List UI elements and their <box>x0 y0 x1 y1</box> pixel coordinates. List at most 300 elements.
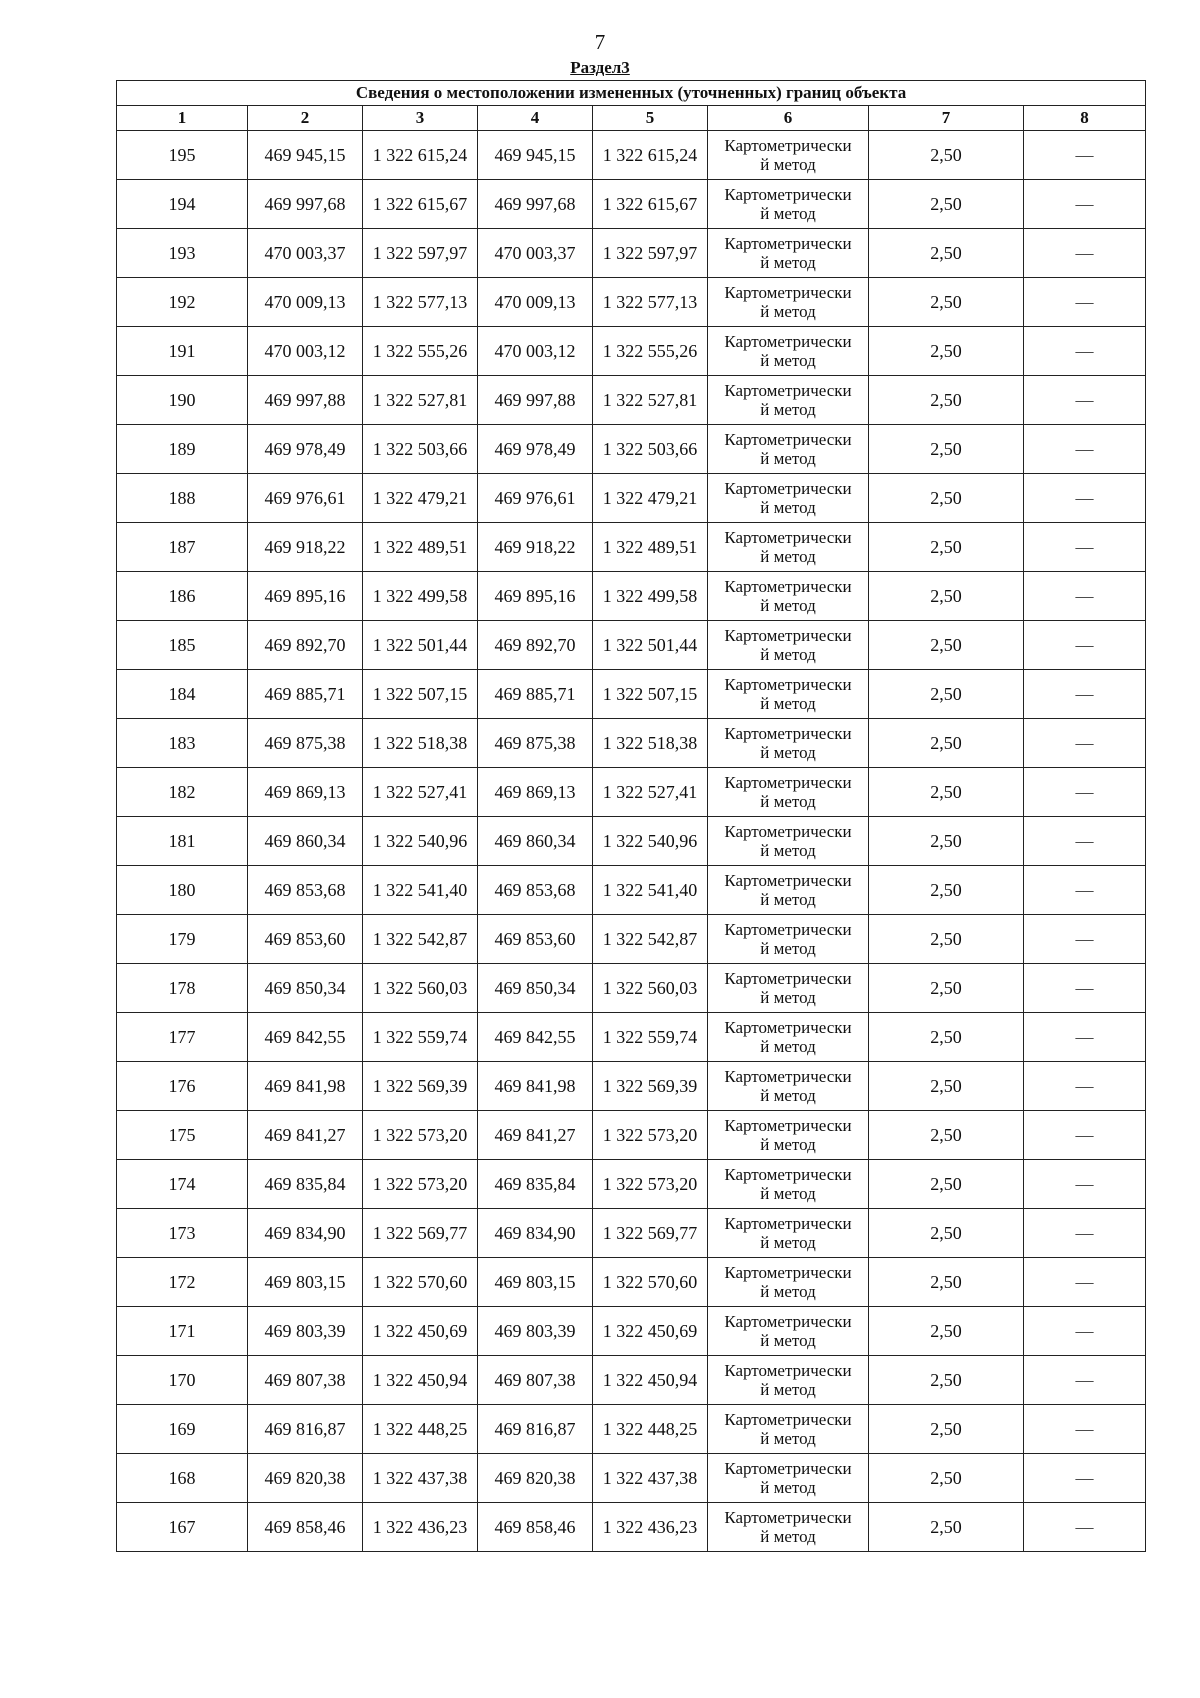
method-line: й метод <box>760 253 816 272</box>
method-line: й метод <box>760 596 816 615</box>
x-refined-cell: 469 945,15 <box>478 131 593 180</box>
table-row <box>117 719 1146 768</box>
x-existing-cell: 469 885,71 <box>248 670 363 719</box>
note-cell: — <box>1024 768 1146 817</box>
x-refined-cell: 469 997,88 <box>478 376 593 425</box>
column-number-row <box>117 106 1146 131</box>
method-line: Картометрически <box>724 969 852 988</box>
y-existing-cell: 1 322 542,87 <box>363 915 478 964</box>
point-number-cell: 173 <box>117 1209 248 1258</box>
y-existing-cell: 1 322 499,58 <box>363 572 478 621</box>
method-cell <box>708 915 869 964</box>
note-cell: — <box>1024 180 1146 229</box>
note-cell: — <box>1024 1062 1146 1111</box>
y-existing-cell: 1 322 573,20 <box>363 1111 478 1160</box>
y-existing-cell: 1 322 518,38 <box>363 719 478 768</box>
method-line: й метод <box>760 988 816 1007</box>
point-number-cell: 178 <box>117 964 248 1013</box>
y-existing-cell: 1 322 615,24 <box>363 131 478 180</box>
y-existing-cell: 1 322 569,77 <box>363 1209 478 1258</box>
method-line: Картометрически <box>724 1459 852 1478</box>
method-cell <box>708 327 869 376</box>
method-line: Картометрически <box>724 1214 852 1233</box>
x-existing-cell: 469 892,70 <box>248 621 363 670</box>
y-existing-cell: 1 322 597,97 <box>363 229 478 278</box>
y-existing-cell: 1 322 560,03 <box>363 964 478 1013</box>
x-existing-cell: 470 003,12 <box>248 327 363 376</box>
x-existing-cell: 469 895,16 <box>248 572 363 621</box>
method-cell <box>708 278 869 327</box>
method-line: й метод <box>760 1233 816 1252</box>
method-line: Картометрически <box>724 1165 852 1184</box>
note-cell: — <box>1024 621 1146 670</box>
x-existing-cell: 469 976,61 <box>248 474 363 523</box>
y-existing-cell: 1 322 615,67 <box>363 180 478 229</box>
y-refined-cell: 1 322 569,77 <box>593 1209 708 1258</box>
x-refined-cell: 469 834,90 <box>478 1209 593 1258</box>
x-existing-cell: 469 803,39 <box>248 1307 363 1356</box>
method-line: Картометрически <box>724 1361 852 1380</box>
y-refined-cell: 1 322 489,51 <box>593 523 708 572</box>
y-existing-cell: 1 322 450,94 <box>363 1356 478 1405</box>
y-existing-cell: 1 322 570,60 <box>363 1258 478 1307</box>
x-refined-cell: 469 869,13 <box>478 768 593 817</box>
table-row <box>117 1209 1146 1258</box>
x-refined-cell: 469 978,49 <box>478 425 593 474</box>
y-existing-cell: 1 322 555,26 <box>363 327 478 376</box>
x-refined-cell: 469 841,27 <box>478 1111 593 1160</box>
table-row <box>117 1405 1146 1454</box>
y-existing-cell: 1 322 489,51 <box>363 523 478 572</box>
accuracy-cell: 2,50 <box>869 376 1024 425</box>
x-refined-cell: 469 976,61 <box>478 474 593 523</box>
point-number-cell: 174 <box>117 1160 248 1209</box>
method-line: Картометрически <box>724 871 852 890</box>
method-cell <box>708 1013 869 1062</box>
method-line: Картометрически <box>724 479 852 498</box>
x-refined-cell: 470 003,37 <box>478 229 593 278</box>
y-refined-cell: 1 322 569,39 <box>593 1062 708 1111</box>
y-refined-cell: 1 322 560,03 <box>593 964 708 1013</box>
method-cell <box>708 131 869 180</box>
x-existing-cell: 469 853,60 <box>248 915 363 964</box>
table-row <box>117 915 1146 964</box>
table-caption: Сведения о местоположении измененных (уточненных) границ объекта <box>117 81 1146 106</box>
note-cell: — <box>1024 670 1146 719</box>
point-number-cell: 192 <box>117 278 248 327</box>
accuracy-cell: 2,50 <box>869 1405 1024 1454</box>
table-row <box>117 1111 1146 1160</box>
method-line: Картометрически <box>724 1263 852 1282</box>
accuracy-cell: 2,50 <box>869 1209 1024 1258</box>
y-refined-cell: 1 322 555,26 <box>593 327 708 376</box>
x-existing-cell: 469 978,49 <box>248 425 363 474</box>
point-number-cell: 183 <box>117 719 248 768</box>
note-cell: — <box>1024 131 1146 180</box>
x-refined-cell: 470 009,13 <box>478 278 593 327</box>
point-number-cell: 177 <box>117 1013 248 1062</box>
y-refined-cell: 1 322 597,97 <box>593 229 708 278</box>
y-refined-cell: 1 322 450,94 <box>593 1356 708 1405</box>
point-number-cell: 170 <box>117 1356 248 1405</box>
x-existing-cell: 469 853,68 <box>248 866 363 915</box>
method-line: Картометрически <box>724 773 852 792</box>
accuracy-cell: 2,50 <box>869 1454 1024 1503</box>
table-body <box>117 131 1146 1552</box>
x-refined-cell: 469 803,15 <box>478 1258 593 1307</box>
accuracy-cell: 2,50 <box>869 719 1024 768</box>
y-refined-cell: 1 322 527,81 <box>593 376 708 425</box>
table-row <box>117 474 1146 523</box>
y-refined-cell: 1 322 570,60 <box>593 1258 708 1307</box>
coordinates-table <box>116 80 1146 1552</box>
y-refined-cell: 1 322 542,87 <box>593 915 708 964</box>
x-refined-cell: 469 835,84 <box>478 1160 593 1209</box>
table-row <box>117 278 1146 327</box>
method-line: Картометрически <box>724 234 852 253</box>
y-refined-cell: 1 322 450,69 <box>593 1307 708 1356</box>
note-cell: — <box>1024 1111 1146 1160</box>
method-cell <box>708 719 869 768</box>
table-row <box>117 1258 1146 1307</box>
method-line: Картометрически <box>724 528 852 547</box>
y-refined-cell: 1 322 437,38 <box>593 1454 708 1503</box>
point-number-cell: 175 <box>117 1111 248 1160</box>
y-refined-cell: 1 322 479,21 <box>593 474 708 523</box>
accuracy-cell: 2,50 <box>869 425 1024 474</box>
y-existing-cell: 1 322 479,21 <box>363 474 478 523</box>
y-existing-cell: 1 322 503,66 <box>363 425 478 474</box>
method-line: Картометрически <box>724 185 852 204</box>
table-row <box>117 131 1146 180</box>
point-number-cell: 194 <box>117 180 248 229</box>
y-existing-cell: 1 322 577,13 <box>363 278 478 327</box>
x-existing-cell: 469 834,90 <box>248 1209 363 1258</box>
accuracy-cell: 2,50 <box>869 229 1024 278</box>
method-line: Картометрически <box>724 675 852 694</box>
point-number-cell: 180 <box>117 866 248 915</box>
x-refined-cell: 469 816,87 <box>478 1405 593 1454</box>
method-line: й метод <box>760 1037 816 1056</box>
page-number: 7 <box>594 30 606 54</box>
table-row <box>117 1454 1146 1503</box>
x-existing-cell: 469 841,27 <box>248 1111 363 1160</box>
method-line: Картометрически <box>724 332 852 351</box>
method-line: й метод <box>760 743 816 762</box>
accuracy-cell: 2,50 <box>869 1062 1024 1111</box>
method-cell <box>708 1111 869 1160</box>
note-cell: — <box>1024 964 1146 1013</box>
y-existing-cell: 1 322 507,15 <box>363 670 478 719</box>
y-existing-cell: 1 322 501,44 <box>363 621 478 670</box>
table-row <box>117 1356 1146 1405</box>
method-line: й метод <box>760 1380 816 1399</box>
note-cell: — <box>1024 229 1146 278</box>
method-line: Картометрически <box>724 1116 852 1135</box>
x-existing-cell: 469 997,88 <box>248 376 363 425</box>
point-number-cell: 193 <box>117 229 248 278</box>
x-existing-cell: 469 803,15 <box>248 1258 363 1307</box>
x-refined-cell: 469 858,46 <box>478 1503 593 1552</box>
x-existing-cell: 469 918,22 <box>248 523 363 572</box>
x-refined-cell: 469 841,98 <box>478 1062 593 1111</box>
method-line: Картометрически <box>724 136 852 155</box>
y-refined-cell: 1 322 501,44 <box>593 621 708 670</box>
table-row <box>117 425 1146 474</box>
method-line: Картометрически <box>724 822 852 841</box>
x-refined-cell: 469 885,71 <box>478 670 593 719</box>
method-line: й метод <box>760 1478 816 1497</box>
table-row <box>117 229 1146 278</box>
method-line: Картометрически <box>724 430 852 449</box>
accuracy-cell: 2,50 <box>869 572 1024 621</box>
method-cell <box>708 817 869 866</box>
table-row <box>117 180 1146 229</box>
y-refined-cell: 1 322 436,23 <box>593 1503 708 1552</box>
method-line: й метод <box>760 498 816 517</box>
method-line: й метод <box>760 302 816 321</box>
point-number-cell: 168 <box>117 1454 248 1503</box>
x-existing-cell: 469 807,38 <box>248 1356 363 1405</box>
method-cell <box>708 474 869 523</box>
table-row <box>117 621 1146 670</box>
column-number: 5 <box>593 106 708 131</box>
note-cell: — <box>1024 915 1146 964</box>
y-existing-cell: 1 322 448,25 <box>363 1405 478 1454</box>
x-refined-cell: 469 918,22 <box>478 523 593 572</box>
note-cell: — <box>1024 327 1146 376</box>
note-cell: — <box>1024 572 1146 621</box>
accuracy-cell: 2,50 <box>869 768 1024 817</box>
column-number: 8 <box>1024 106 1146 131</box>
method-line: Картометрически <box>724 724 852 743</box>
method-line: Картометрически <box>724 1508 852 1527</box>
point-number-cell: 185 <box>117 621 248 670</box>
table-row <box>117 1013 1146 1062</box>
accuracy-cell: 2,50 <box>869 1111 1024 1160</box>
note-cell: — <box>1024 278 1146 327</box>
point-number-cell: 167 <box>117 1503 248 1552</box>
method-line: Картометрически <box>724 1410 852 1429</box>
method-line: й метод <box>760 1135 816 1154</box>
x-existing-cell: 469 875,38 <box>248 719 363 768</box>
table-row <box>117 768 1146 817</box>
method-cell <box>708 1258 869 1307</box>
accuracy-cell: 2,50 <box>869 474 1024 523</box>
table-caption-row <box>117 81 1146 106</box>
x-refined-cell: 469 803,39 <box>478 1307 593 1356</box>
note-cell: — <box>1024 1356 1146 1405</box>
accuracy-cell: 2,50 <box>869 327 1024 376</box>
y-existing-cell: 1 322 559,74 <box>363 1013 478 1062</box>
method-line: Картометрически <box>724 626 852 645</box>
table-row <box>117 964 1146 1013</box>
method-cell <box>708 866 869 915</box>
x-existing-cell: 469 841,98 <box>248 1062 363 1111</box>
method-line: Картометрически <box>724 1067 852 1086</box>
y-existing-cell: 1 322 527,81 <box>363 376 478 425</box>
point-number-cell: 181 <box>117 817 248 866</box>
column-number: 4 <box>478 106 593 131</box>
method-line: й метод <box>760 694 816 713</box>
note-cell: — <box>1024 817 1146 866</box>
x-existing-cell: 469 835,84 <box>248 1160 363 1209</box>
x-existing-cell: 470 003,37 <box>248 229 363 278</box>
note-cell: — <box>1024 866 1146 915</box>
method-cell <box>708 670 869 719</box>
table-row <box>117 1503 1146 1552</box>
column-number: 3 <box>363 106 478 131</box>
y-existing-cell: 1 322 436,23 <box>363 1503 478 1552</box>
section-title: Раздел3 <box>570 58 630 77</box>
point-number-cell: 169 <box>117 1405 248 1454</box>
note-cell: — <box>1024 1405 1146 1454</box>
accuracy-cell: 2,50 <box>869 1307 1024 1356</box>
table-row <box>117 572 1146 621</box>
note-cell: — <box>1024 376 1146 425</box>
method-line: й метод <box>760 449 816 468</box>
x-refined-cell: 470 003,12 <box>478 327 593 376</box>
point-number-cell: 182 <box>117 768 248 817</box>
x-refined-cell: 469 997,68 <box>478 180 593 229</box>
note-cell: — <box>1024 425 1146 474</box>
y-refined-cell: 1 322 573,20 <box>593 1111 708 1160</box>
method-line: й метод <box>760 1429 816 1448</box>
note-cell: — <box>1024 1307 1146 1356</box>
method-cell <box>708 523 869 572</box>
y-refined-cell: 1 322 503,66 <box>593 425 708 474</box>
method-cell <box>708 229 869 278</box>
accuracy-cell: 2,50 <box>869 817 1024 866</box>
method-line: Картометрически <box>724 1312 852 1331</box>
accuracy-cell: 2,50 <box>869 1356 1024 1405</box>
y-existing-cell: 1 322 541,40 <box>363 866 478 915</box>
note-cell: — <box>1024 1160 1146 1209</box>
y-refined-cell: 1 322 615,24 <box>593 131 708 180</box>
method-line: й метод <box>760 939 816 958</box>
point-number-cell: 189 <box>117 425 248 474</box>
method-cell <box>708 572 869 621</box>
y-refined-cell: 1 322 518,38 <box>593 719 708 768</box>
method-line: й метод <box>760 645 816 664</box>
point-number-cell: 172 <box>117 1258 248 1307</box>
method-line: й метод <box>760 351 816 370</box>
x-existing-cell: 469 820,38 <box>248 1454 363 1503</box>
method-line: Картометрически <box>724 920 852 939</box>
method-cell <box>708 1454 869 1503</box>
method-line: й метод <box>760 1282 816 1301</box>
x-existing-cell: 469 945,15 <box>248 131 363 180</box>
x-refined-cell: 469 850,34 <box>478 964 593 1013</box>
method-cell <box>708 1356 869 1405</box>
method-cell <box>708 1160 869 1209</box>
method-cell <box>708 425 869 474</box>
x-existing-cell: 469 816,87 <box>248 1405 363 1454</box>
accuracy-cell: 2,50 <box>869 1503 1024 1552</box>
accuracy-cell: 2,50 <box>869 1160 1024 1209</box>
y-refined-cell: 1 322 577,13 <box>593 278 708 327</box>
point-number-cell: 187 <box>117 523 248 572</box>
accuracy-cell: 2,50 <box>869 278 1024 327</box>
table-row <box>117 523 1146 572</box>
table-row <box>117 376 1146 425</box>
method-cell <box>708 768 869 817</box>
y-existing-cell: 1 322 569,39 <box>363 1062 478 1111</box>
column-number: 1 <box>117 106 248 131</box>
x-existing-cell: 469 858,46 <box>248 1503 363 1552</box>
y-refined-cell: 1 322 573,20 <box>593 1160 708 1209</box>
note-cell: — <box>1024 474 1146 523</box>
y-refined-cell: 1 322 507,15 <box>593 670 708 719</box>
x-existing-cell: 470 009,13 <box>248 278 363 327</box>
method-cell <box>708 621 869 670</box>
accuracy-cell: 2,50 <box>869 621 1024 670</box>
y-refined-cell: 1 322 527,41 <box>593 768 708 817</box>
method-cell <box>708 1307 869 1356</box>
y-existing-cell: 1 322 527,41 <box>363 768 478 817</box>
y-refined-cell: 1 322 541,40 <box>593 866 708 915</box>
note-cell: — <box>1024 1454 1146 1503</box>
y-refined-cell: 1 322 559,74 <box>593 1013 708 1062</box>
point-number-cell: 188 <box>117 474 248 523</box>
point-number-cell: 171 <box>117 1307 248 1356</box>
accuracy-cell: 2,50 <box>869 523 1024 572</box>
note-cell: — <box>1024 523 1146 572</box>
method-line: й метод <box>760 1527 816 1546</box>
accuracy-cell: 2,50 <box>869 1013 1024 1062</box>
x-refined-cell: 469 807,38 <box>478 1356 593 1405</box>
method-line: й метод <box>760 547 816 566</box>
note-cell: — <box>1024 1258 1146 1307</box>
accuracy-cell: 2,50 <box>869 866 1024 915</box>
method-cell <box>708 180 869 229</box>
method-line: й метод <box>760 1331 816 1350</box>
method-line: й метод <box>760 155 816 174</box>
method-line: й метод <box>760 1086 816 1105</box>
method-cell <box>708 1503 869 1552</box>
accuracy-cell: 2,50 <box>869 670 1024 719</box>
column-number: 6 <box>708 106 869 131</box>
x-refined-cell: 469 842,55 <box>478 1013 593 1062</box>
method-cell <box>708 964 869 1013</box>
y-refined-cell: 1 322 499,58 <box>593 572 708 621</box>
x-refined-cell: 469 853,60 <box>478 915 593 964</box>
table-row <box>117 1160 1146 1209</box>
x-refined-cell: 469 853,68 <box>478 866 593 915</box>
x-existing-cell: 469 869,13 <box>248 768 363 817</box>
point-number-cell: 191 <box>117 327 248 376</box>
method-line: Картометрически <box>724 577 852 596</box>
note-cell: — <box>1024 1209 1146 1258</box>
y-refined-cell: 1 322 615,67 <box>593 180 708 229</box>
column-number: 2 <box>248 106 363 131</box>
accuracy-cell: 2,50 <box>869 1258 1024 1307</box>
x-existing-cell: 469 850,34 <box>248 964 363 1013</box>
method-line: й метод <box>760 792 816 811</box>
x-existing-cell: 469 997,68 <box>248 180 363 229</box>
table-row <box>117 817 1146 866</box>
y-existing-cell: 1 322 540,96 <box>363 817 478 866</box>
method-line: й метод <box>760 1184 816 1203</box>
table-row <box>117 327 1146 376</box>
method-cell <box>708 1405 869 1454</box>
y-existing-cell: 1 322 573,20 <box>363 1160 478 1209</box>
point-number-cell: 186 <box>117 572 248 621</box>
point-number-cell: 176 <box>117 1062 248 1111</box>
x-refined-cell: 469 820,38 <box>478 1454 593 1503</box>
method-line: Картометрически <box>724 283 852 302</box>
accuracy-cell: 2,50 <box>869 915 1024 964</box>
